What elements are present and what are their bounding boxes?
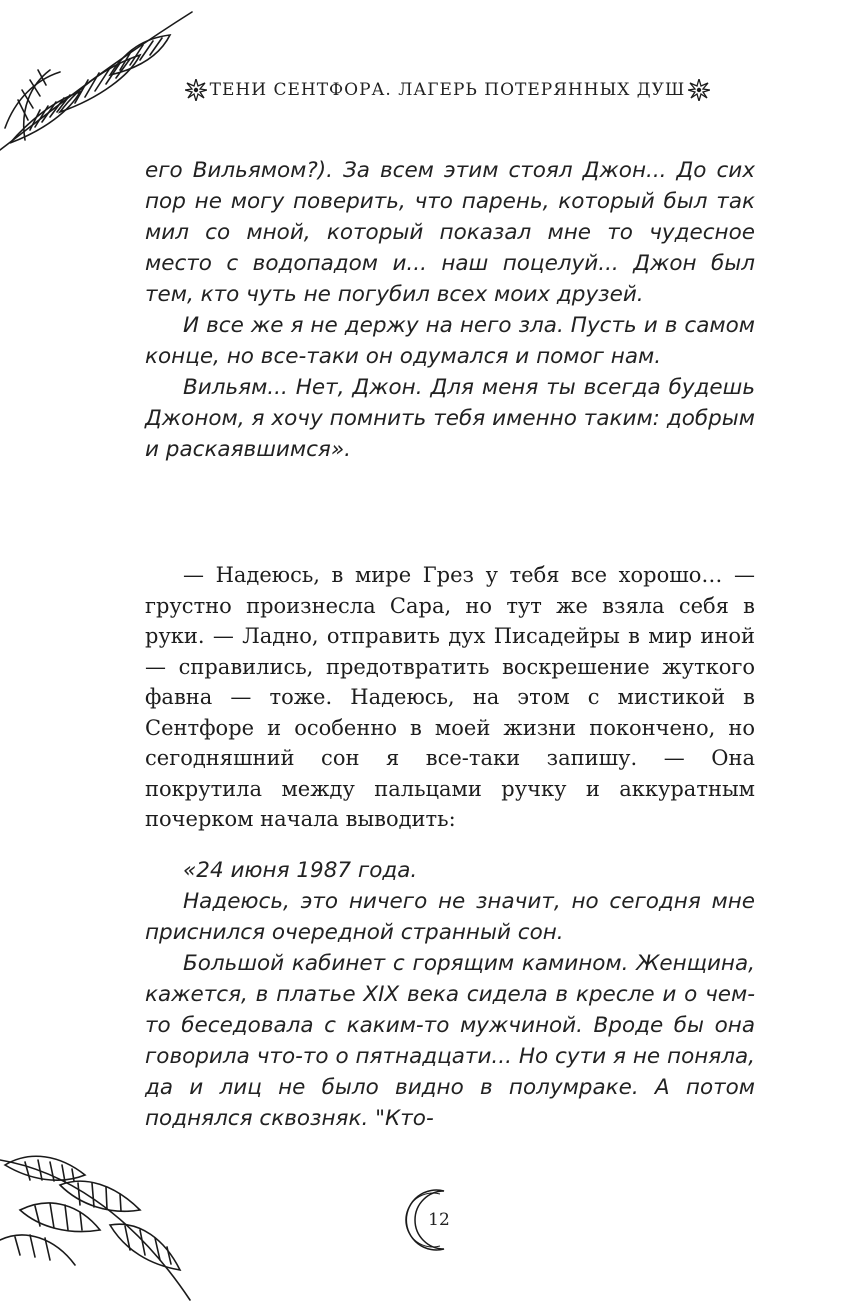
narrative-paragraph: — Надеюсь, в мире Грез у тебя все хорошо… — грустно произнесла Сара, но тут же взяла себя в руки. — Ладно, отправить дух Писадейры в мир иной — справились, предотвратить воскрешение жуткого фавна — тоже. Надеюсь, на этом с мистикой в Сентфоре и особенно в моей жизни покончено, но сегодняшний сон я все-таки запишу. — Она покрутила между пальцами ручку и аккуратным почерком начала выводить: bbox=[145, 563, 755, 831]
diary-paragraph: И все же я не держу на него зла. Пусть и в самом конце, но все-таки он одумался и помог нам. bbox=[145, 313, 755, 369]
page-number-badge bbox=[400, 1185, 470, 1255]
page-number: 12 bbox=[428, 1210, 450, 1230]
eight-point-star-icon bbox=[185, 79, 207, 101]
diary-paragraph: Надеюсь, это ничего не значит, но сегодня мне приснился очередной странный сон. bbox=[145, 889, 755, 945]
running-header bbox=[185, 75, 710, 105]
diary-entry-new bbox=[145, 855, 755, 1134]
palm-leaf-icon bbox=[0, 1150, 200, 1311]
palm-leaf-icon bbox=[0, 0, 200, 160]
eight-point-star-icon bbox=[688, 79, 710, 101]
diary-paragraph: Большой кабинет с горящим камином. Женщина, кажется, в платье XIX века сидела в кресле и о чем-то беседовала с каким-то мужчиной. Вроде бы она говорила что-то о пятнадцати... Но сути я не поняла, да и лиц не было видно в полумраке. А потом поднялся сквозняк. "Кто- bbox=[145, 951, 755, 1131]
book-title: ТЕНИ СЕНТФОРА. ЛАГЕРЬ ПОТЕРЯННЫХ ДУШ bbox=[209, 80, 686, 100]
diary-paragraph: Вильям... Нет, Джон. Для меня ты всегда будешь Джоном, я хочу помнить тебя именно таким: добрым и раскаявшимся». bbox=[145, 375, 755, 462]
diary-date: «24 июня 1987 года. bbox=[183, 858, 418, 883]
diary-paragraph: его Вильямом?). За всем этим стоял Джон... До сих пор не могу поверить, что парень, который был так мил со мной, который показал мне то чудесное место с водопадом и... наш поцелуй... Джон был тем, кто чуть не погубил всех моих друзей. bbox=[145, 158, 755, 307]
narrative-text bbox=[145, 560, 755, 835]
diary-entry-continued bbox=[145, 155, 755, 465]
